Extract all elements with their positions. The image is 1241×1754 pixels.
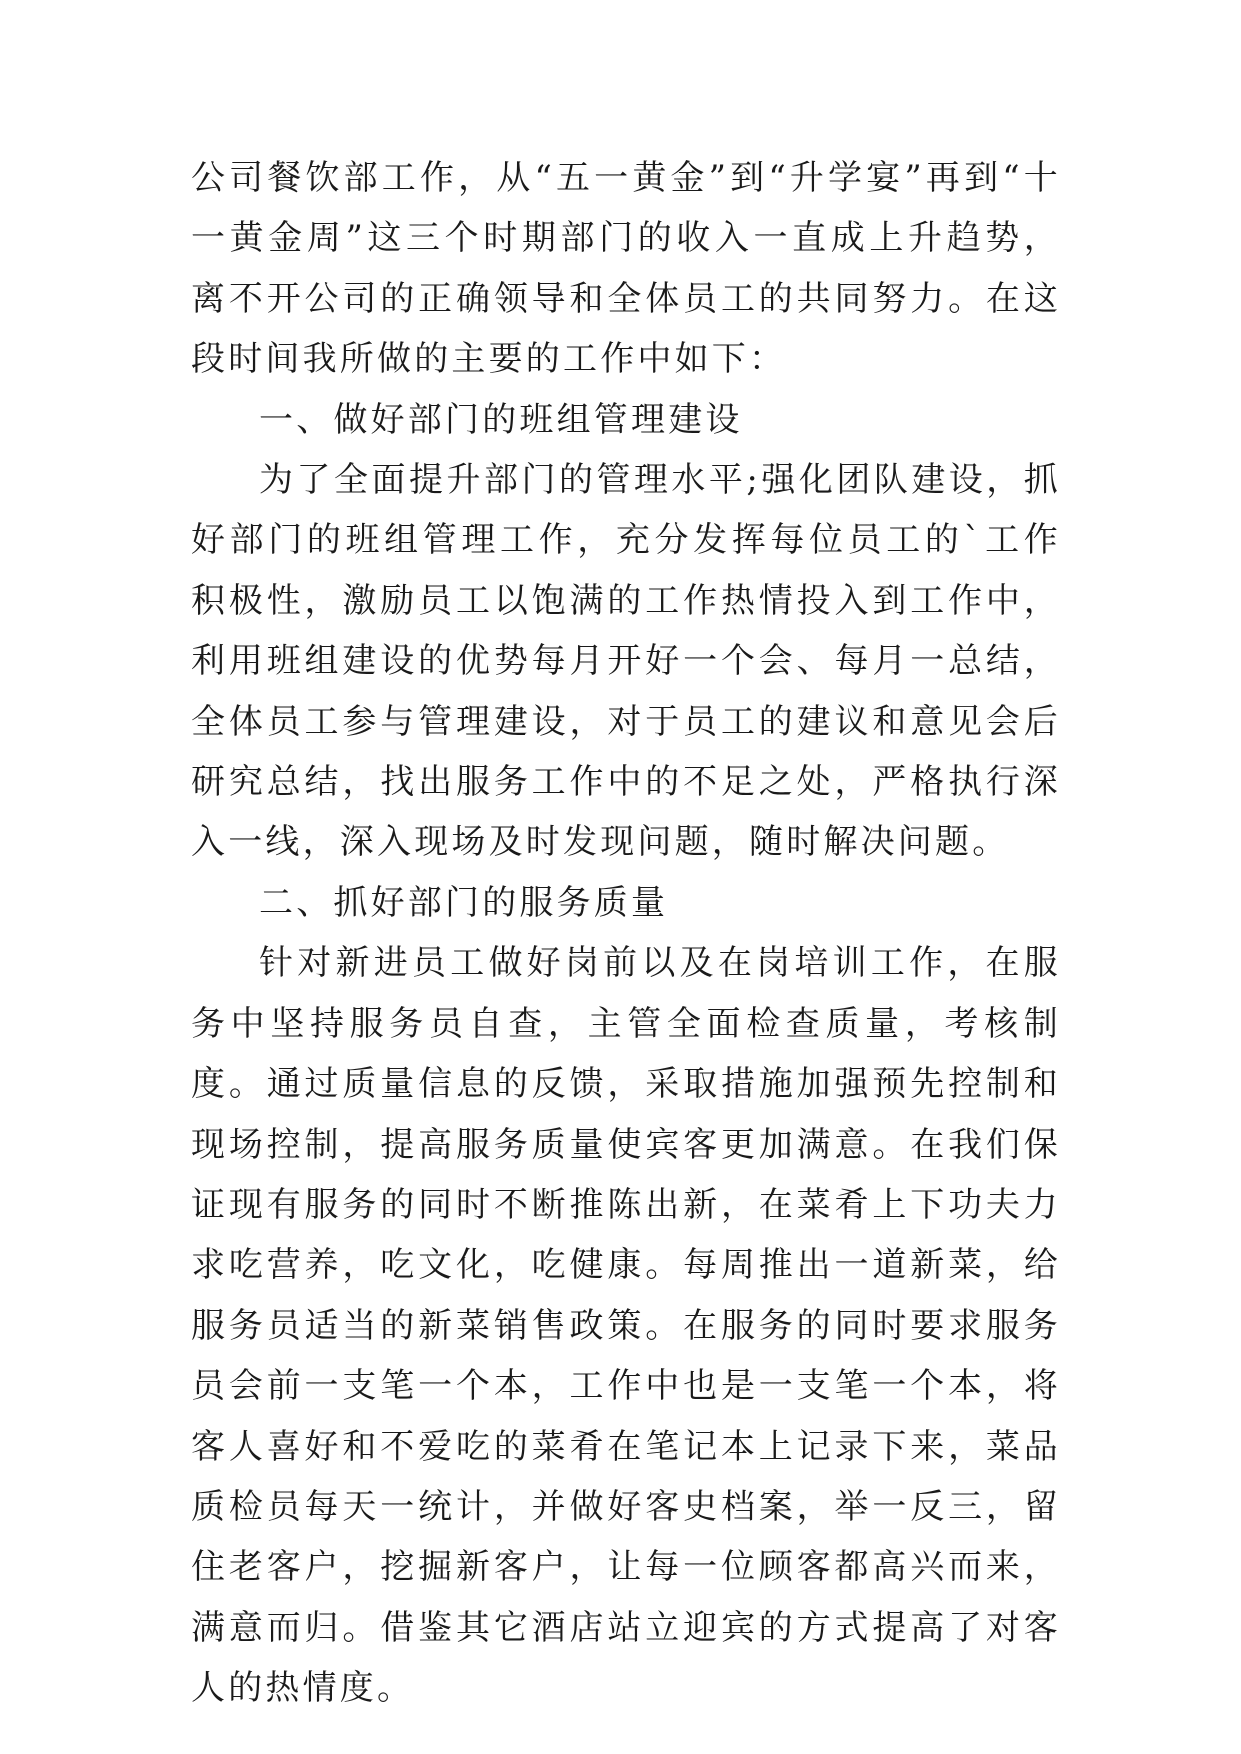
section-heading-service-quality: 二、抓好部门的服务质量 — [259, 882, 669, 923]
paragraph-service-quality: 针对新进员工做好岗前以及在岗培训工作，在服务中坚持服务员自查，主管全面检查质量，考核制度。通过质量信息的反馈，采取措施加强预先控制和现场控制，提高服务质量使宾客更加满意。在我们保证现有服务的同时不断推陈出新，在菜肴上下功夫力求吃营养，吃文化，吃健康。每周推出一道新菜，给服务员适当的新菜销售政策。在服务的同时要求服务员会前一支笔一个本，工作中也是一支笔一个本，将客人喜好和不爱吃的菜肴在笔记本上记录下来，菜品质检员每天一统计，并做好客史档案，举一反三，留住老客户，挖掘新客户，让每一位顾客都高兴而来，满意而归。借鉴其它酒店站立迎宾的方式提高了对客人的热情度。 — [191, 943, 1061, 1709]
section-heading-team-management: 一、做好部门的班组管理建设 — [259, 399, 743, 440]
document-body — [191, 148, 1061, 1719]
paragraph-intro: 公司餐饮部工作，从“五一黄金”到“升学宴”再到“十一黄金周”这三个时期部门的收入一直成上升趋势，离不开公司的正确领导和全体员工的共同努力。在这段时间我所做的主要的工作中如下： — [191, 158, 1061, 380]
paragraph-team-management: 为了全面提升部门的管理水平;强化团队建设，抓好部门的班组管理工作，充分发挥每位员工的`工作积极性，激励员工以饱满的工作热情投入到工作中，利用班组建设的优势每月开好一个会、每月一总结，全体员工参与管理建设，对于员工的建议和意见会后研究总结，找出服务工作中的不足之处，严格执行深入一线，深入现场及时发现问题，随时解决问题。 — [191, 460, 1061, 863]
